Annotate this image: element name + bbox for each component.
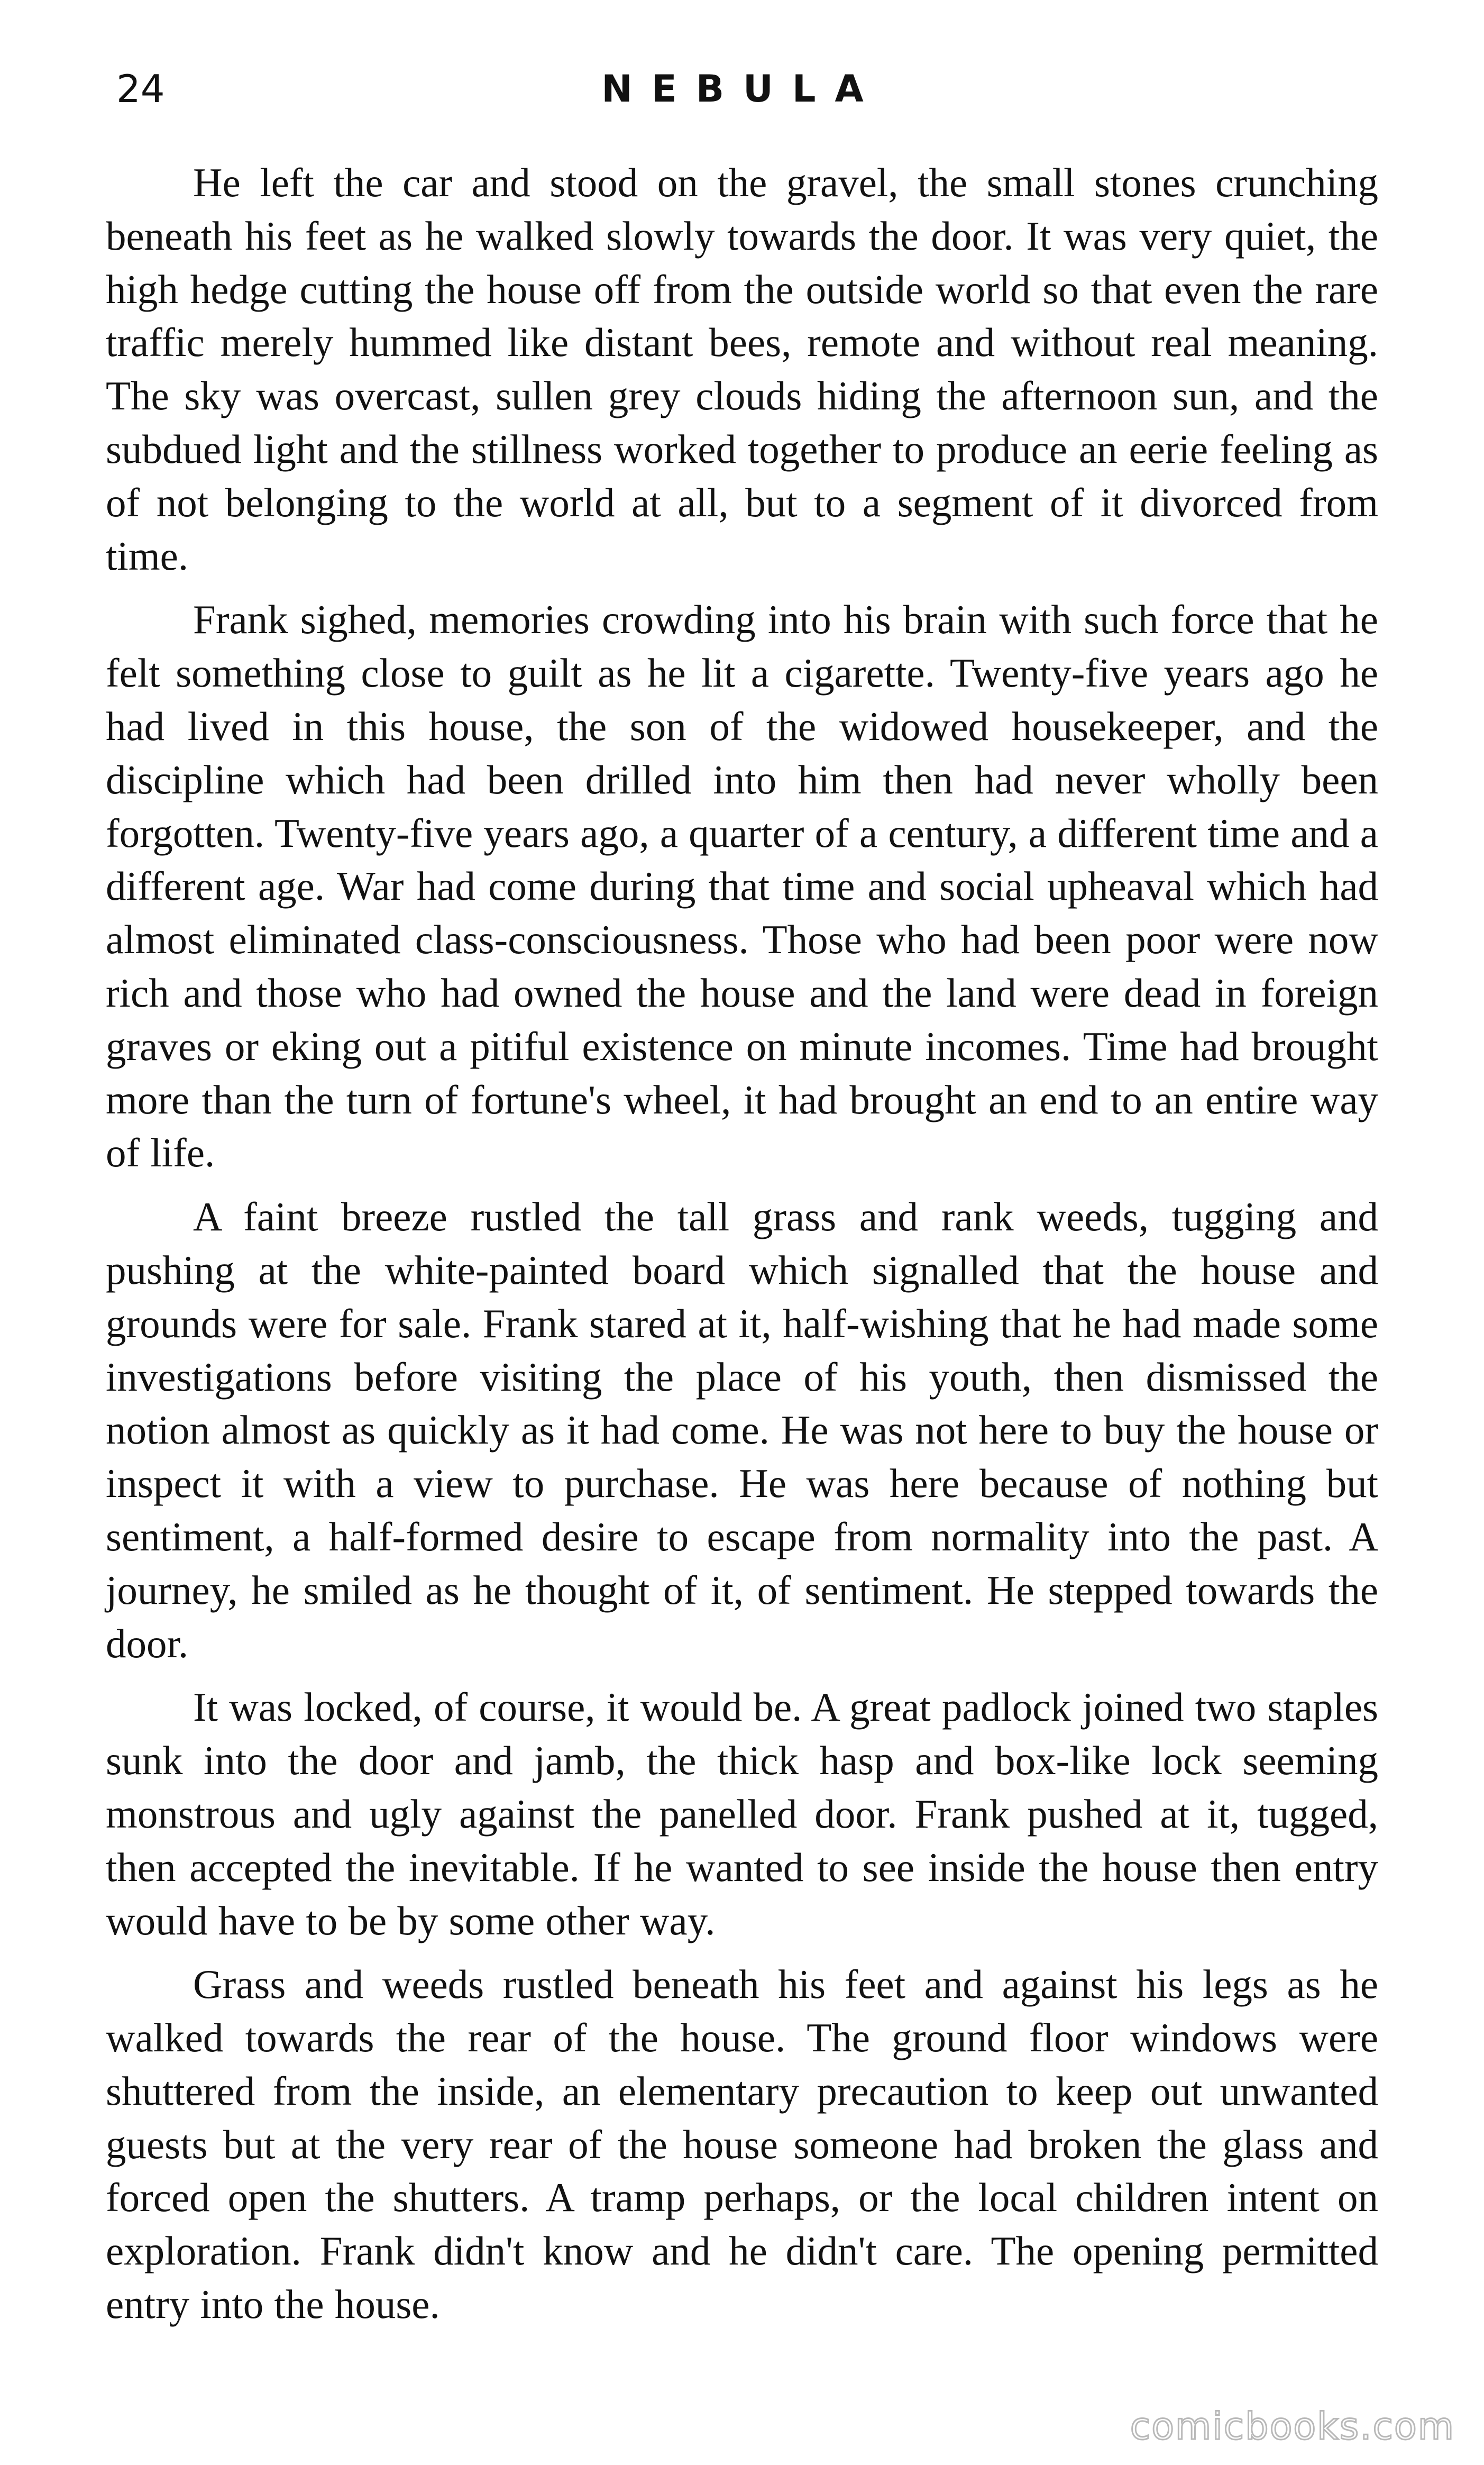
paragraph: A faint breeze rustled the tall grass and rank weeds, tugging and pushing at the white-painted board which signalled that the house and grounds were for sale. Frank stared at it, half-wishing that he had made some investigations before visiting the place of his youth, then dismissed the notion almost as quickly as it had come. He was not here to buy the house or inspect it with a view to purchase. He was here because of nothing but sentiment, a half-formed desire to escape from normality into the past. A journey, he smiled as he thought of it, of sentiment. He stepped towards the door. (106, 1194, 1378, 1666)
page-number: 24 (116, 67, 165, 111)
paragraph: He left the car and stood on the gravel, the small stones crunching beneath his feet as he walked slowly towards the door. It was very quiet, the high hedge cutting the house off from the outside world so that even the rare traffic merely hummed like distant bees, remote and without real meaning. The sky was overcast, sullen grey clouds hiding the afternoon sun, and the subdued light and the stillness worked together to produce an eerie feeling as of not belonging to the world at all, but to a segment of it divorced from time. (106, 160, 1378, 579)
paragraph: Grass and weeds rustled beneath his feet and against his legs as he walked towards the rear of the house. The ground floor windows were shuttered from the inside, an elementary precaution to keep out unwanted guests but at the very rear of the house someone had broken the glass and forced open the shutters. A tramp perhaps, or the local children intent on exploration. Frank didn't know and he didn't care. The opening permitted entry into the house. (106, 1961, 1378, 2327)
watermark: comicbooks.com (1130, 2405, 1455, 2448)
body-text (106, 156, 1378, 2342)
paragraph: Frank sighed, memories crowding into his brain with such force that he felt something close to guilt as he lit a cigarette. Twenty-five years ago he had lived in this house, the son of the widowed housekeeper, and the discipline which had been drilled into him then had never wholly been forgotten. Twenty-five years ago, a quarter of a century, a different time and a different age. War had come during that time and social upheaval which had almost eliminated class-consciousness. Those who had been poor were now rich and those who had owned the house and the land were dead in foreign graves or eking out a pitiful existence on minute incomes. Time had brought more than the turn of fortune's wheel, it had brought an end to an entire way of life. (106, 597, 1378, 1176)
paragraph: It was locked, of course, it would be. A great padlock joined two staples sunk into the door and jamb, the thick hasp and box-like lock seeming monstrous and ugly against the panelled door. Frank pushed at it, tugged, then accepted the inevitable. If he wanted to see inside the house then entry would have to be by some other way. (106, 1684, 1378, 1943)
page-header (106, 62, 1378, 121)
running-title: NEBULA (601, 67, 883, 111)
